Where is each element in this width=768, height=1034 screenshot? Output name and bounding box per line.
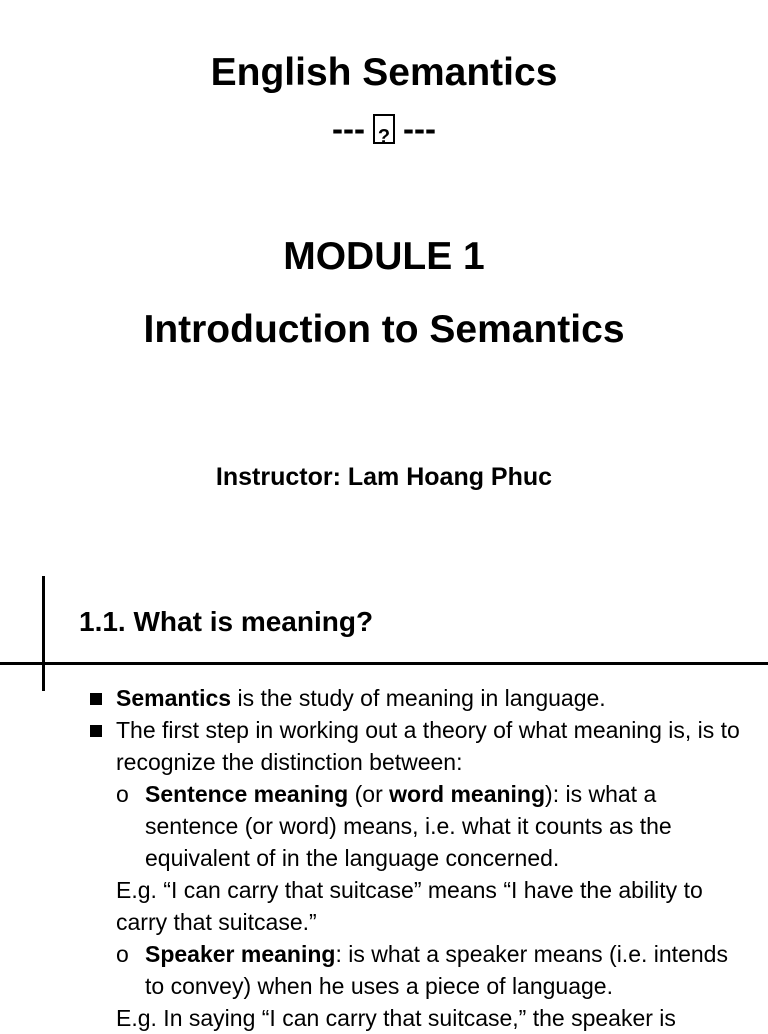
sub-bullet-text: (or: [348, 781, 390, 807]
bullet-text: The first step in working out a theory of what meaning is, is to recognize the distinction between:: [116, 717, 740, 775]
term-sentence-meaning: Sentence meaning: [145, 781, 349, 807]
example-text: E.g. In saying “I can carry that suitcase,” the speaker is: [116, 1005, 676, 1031]
vertical-rule: [42, 576, 45, 691]
sub-bullet-text: ): is what a sentence (or word) means, i.e. what it counts as the equivalent of in the language concerned.: [145, 781, 672, 871]
separator-left: ---: [332, 110, 365, 147]
slide-title: English Semantics: [210, 51, 558, 94]
term-semantics: Semantics: [116, 685, 232, 711]
sub-bullet-item: [0, 938, 768, 1002]
example-text: E.g. “I can carry that suitcase” means “I have the ability to carry that suitcase.”: [116, 877, 703, 935]
title-separator: [0, 104, 768, 154]
boxed-question-icon: [373, 114, 395, 144]
term-speaker-meaning: Speaker meaning: [145, 941, 336, 967]
horizontal-rule: [0, 662, 768, 665]
square-bullet-icon: [90, 693, 102, 705]
separator-right: ---: [403, 110, 436, 147]
module-number: MODULE 1: [283, 235, 485, 278]
term-word-meaning: word meaning: [389, 781, 546, 807]
sub-bullet-item: [0, 778, 768, 874]
instructor-name: Instructor: Lam Hoang Phuc: [215, 463, 553, 491]
circle-bullet-icon: o: [116, 941, 129, 967]
content-slide: [0, 560, 768, 1031]
circle-bullet-icon: o: [116, 781, 129, 807]
sub-bullet-text: : is what a speaker means (i.e. intends to convey) when he uses a piece of language.: [145, 941, 728, 999]
bullet-text: is the study of meaning in language.: [231, 685, 606, 711]
bullet-item: [0, 682, 768, 714]
bullet-item: [0, 714, 768, 778]
square-bullet-icon: [90, 725, 102, 737]
section-heading: 1.1. What is meaning?: [79, 606, 374, 637]
slide-body: [0, 682, 768, 1034]
module-subtitle: Introduction to Semantics: [143, 308, 625, 351]
